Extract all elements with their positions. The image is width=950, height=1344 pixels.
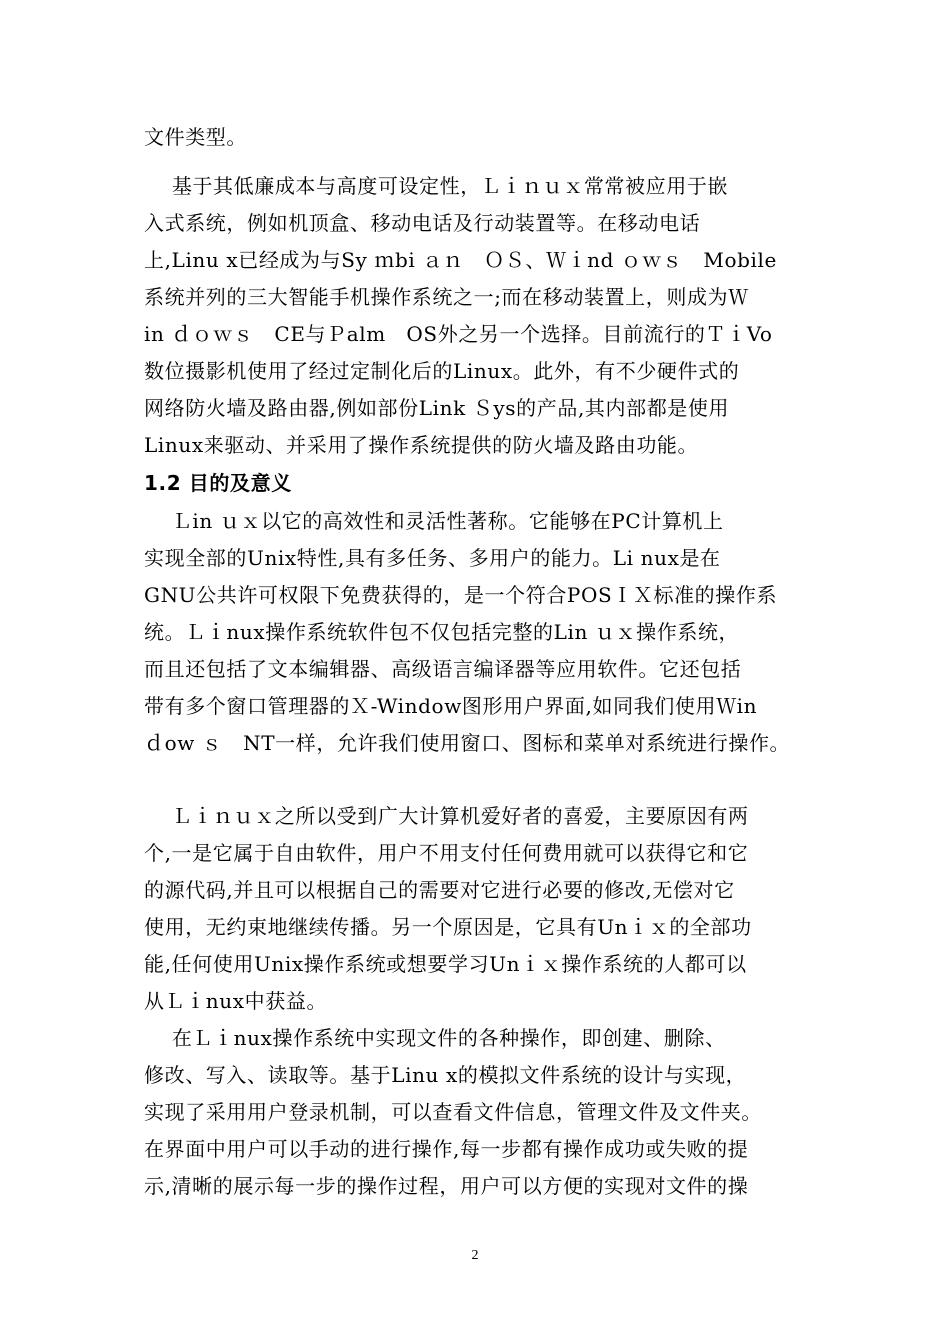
text-line: ｄow ｓ NT一样，允许我们使用窗口、图标和菜单对系统进行操作。: [144, 731, 791, 755]
page-number: 2: [471, 1248, 479, 1263]
text-line: Linux来驱动、并采用了操作系统提供的防火墙及路由功能。: [144, 433, 699, 457]
text-line: 而且还包括了文本编辑器、高级语言编译器等应用软件。它还包括: [144, 657, 742, 681]
text-line: 上,Linu x已经成为与Sy ｍbi ａｎ ＯＳ、Ｗｉnd ｏｗｓ Mobile: [144, 248, 777, 272]
text-line: 基于其低廉成本与高度可设定性，Ｌｉｎｕｘ常常被应用于嵌: [144, 174, 729, 198]
text-line: 使用，无约束地继续传播。另一个原因是，它具有Unｉｘ的全部功: [144, 915, 752, 939]
text-line: 系统并列的三大智能手机操作系统之一;而在移动装置上，则成为Ｗ: [144, 285, 749, 309]
text-line: 示,清晰的展示每一步的操作过程，用户可以方便的实现对文件的操: [144, 1174, 749, 1198]
text-line: 入式系统，例如机顶盒、移动电话及行动装置等。在移动电话: [144, 211, 701, 235]
text-line: 带有多个窗口管理器的Ｘ-Window图形用户界面,如同我们使用Ｗin: [144, 694, 758, 718]
text-line: 在Ｌｉnux操作系统中实现文件的各种操作，即创建、删除、: [144, 1026, 726, 1050]
text-line: GNU公共许可权限下免费获得的，是一个符合POSＩＸ标准的操作系: [144, 583, 778, 607]
text-line: 修改、写入、读取等。基于Linu x的模拟文件系统的设计与实现，: [144, 1063, 747, 1087]
text-line: 数位摄影机使用了经过定制化后的Linux。此外，有不少硬件式的: [144, 359, 740, 383]
text-line: 统。Ｌｉnux操作系统软件包不仅包括完整的Lin ｕｘ操作系统，: [144, 620, 740, 644]
text-line: 文件类型。: [144, 125, 247, 149]
text-line: 的源代码,并且可以根据自己的需要对它进行必要的修改,无偿对它: [144, 878, 735, 902]
text-line: 在界面中用户可以手动的进行操作,每一步都有操作成功或失败的提: [144, 1137, 749, 1161]
section-heading: 1.2 目的及意义: [144, 471, 292, 495]
text-line: in ｄｏｗｓ CE与Ｐalm OS外之另一个选择。目前流行的ＴｉVo: [144, 322, 773, 346]
text-line: Ｌin ｕｘ以它的高效性和灵活性著称。它能够在PC计算机上: [144, 509, 724, 533]
text-line: 网络防火墙及路由器,例如部份Link Ｓys的产品,其内部都是使用: [144, 396, 730, 420]
text-line: Ｌｉｎｕｘ之所以受到广大计算机爱好者的喜爱，主要原因有两: [144, 804, 749, 828]
text-line: 实现了采用用户登录机制，可以查看文件信息，管理文件及文件夹。: [144, 1100, 762, 1124]
text-line: 从Ｌｉnux中获益。: [144, 989, 328, 1013]
text-line: 实现全部的Unix特性,具有多任务、多用户的能力。Li nux是在: [144, 546, 721, 570]
text-line: 个,一是它属于自由软件，用户不用支付任何费用就可以获得它和它: [144, 841, 749, 865]
text-line: 能,任何使用Unix操作系统或想要学习Unｉｘ操作系统的人都可以: [144, 952, 747, 976]
